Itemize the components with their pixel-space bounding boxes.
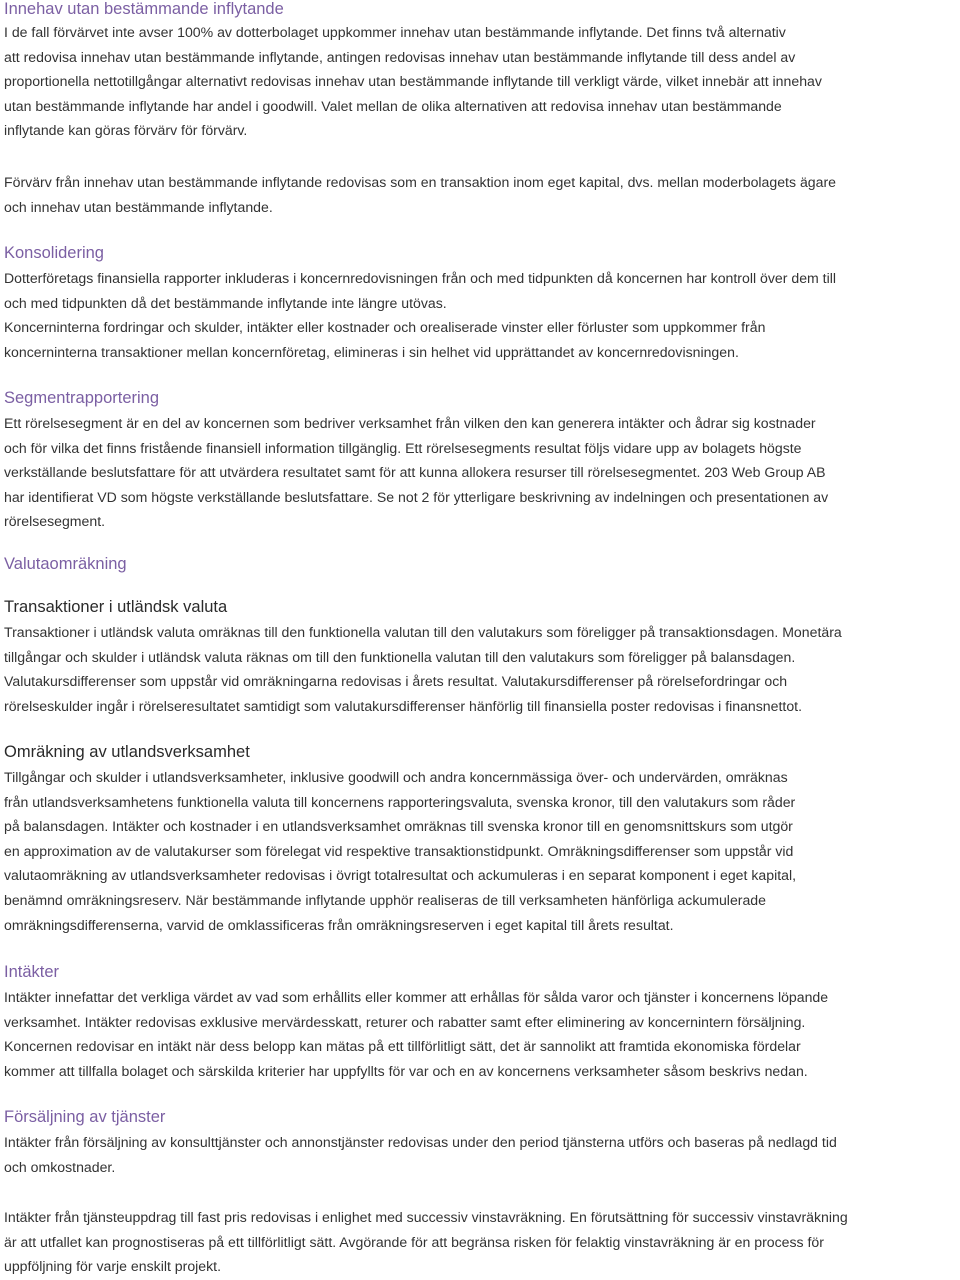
text-line: koncerninterna transaktioner mellan koncernföretag, elimineras i sin helhet vid upprättandet av koncernredovisningen. — [4, 343, 739, 360]
text-line: utan bestämmande inflytande har andel i goodwill. Valet mellan de olika alternativen att redovisa innehav utan bestämmande — [4, 97, 782, 114]
text-line: valutaomräkning av utlandsverksamheter redovisas i övrigt totalresultat och ackumuleras i en separat komponent i eget kapital, — [4, 867, 797, 884]
text-line: Intäkter innefattar det verkliga värdet av vad som erhållits eller kommer att erhållas för sålda varor och tjänster i koncernens löpande — [4, 989, 829, 1005]
text-line: Dotterföretags finansiella rapporter inkluderas i koncernredovisningen från och med tidpunkten då koncernen har kontroll över dem till — [4, 270, 836, 286]
text-line: från utlandsverksamhetens funktionella valuta till koncernens rapporteringsvaluta, svenska kronor, till den valutakurs som råder — [4, 793, 796, 810]
text-line: och med tidpunkten då det bestämmande inflytande inte längre utövas. — [4, 294, 447, 311]
text-line: proportionella nettotillgångar alternativt redovisas innehav utan bestämmande inflytande till verkligt värde, vilket innebär att innehav — [4, 73, 822, 90]
text-line: att redovisa innehav utan bestämmande inflytande, antingen redovisas innehav utan bestämmande inflytande till dess andel av — [4, 48, 796, 65]
paragraph-intakter-1 — [4, 985, 960, 1083]
heading-valutaomrakning: Valutaomräkning — [4, 555, 127, 573]
paragraph-konsolidering-1 — [4, 266, 960, 315]
text-line: Förvärv från innehav utan bestämmande inflytande redovisas som en transaktion inom eget kapital, dvs. mellan moderbolagets ägare — [4, 174, 836, 190]
text-line: Intäkter från försäljning av konsulttjänster och annonstjänster redovisas under den period tjänsterna utförs och baseras på nedlagd tid — [4, 1134, 837, 1150]
text-line: kommer att tillfalla bolaget och särskilda kriterier har uppfyllts för var och en av koncernens verksamheter såsom beskrivs nedan. — [4, 1062, 808, 1079]
text-line: Transaktioner i utländsk valuta omräknas till den funktionella valutan till den valutakurs som föreligger på transaktionsdagen. Monetära — [4, 624, 842, 640]
paragraph-segment-1 — [4, 411, 960, 534]
text-line: på balansdagen. Intäkter och kostnader i en utlandsverksamhet omräknas till svenska kronor till en genomsnittskurs som utgör — [4, 818, 793, 835]
subheading-transaktioner-utlandsk-valuta: Transaktioner i utländsk valuta — [4, 598, 228, 616]
text-line: verksamhet. Intäkter redovisas exklusive mervärdesskatt, returer och rabatter samt efter eliminering av koncernintern försäljning. — [4, 1013, 806, 1030]
text-line: Koncerninterna fordringar och skulder, intäkter eller kostnader och orealiserade vinster eller förluster som uppkommer från — [4, 319, 766, 335]
heading-innehav: Innehav utan bestämmande inflytande — [4, 0, 284, 18]
text-line: en approximation av de valutakurser som förelegat vid respektive transaktionstidpunkt. Omräkningsdifferenser som uppstår vid — [4, 842, 794, 859]
text-line: och omkostnader. — [4, 1158, 116, 1175]
text-line: har identifierat VD som högste verkställande beslutsfattare. Se not 2 för ytterligare beskrivning av indelningen och presentationen av — [4, 488, 829, 505]
text-line: tillgångar och skulder i utländsk valuta räknas om till den funktionella valutan till den valutakurs som föreligger på balansdagen. — [4, 648, 796, 665]
text-line: verkställande beslutsfattare för att utvärdera resultatet samt för att kunna allokera resurser till rörelsesegmentet. 203 Web Group AB — [4, 464, 826, 481]
text-line: Valutakursdifferenser som uppstår vid omräkningarna redovisas i årets resultat. Valutakursdifferenser på rörelsefordringar och — [4, 673, 788, 690]
text-line: och för vilka det finns fristående finansiell information tillgänglig. Ett rörelsesegments resultat följs vidare upp av bolagets högste — [4, 439, 802, 456]
heading-konsolidering: Konsolidering — [4, 244, 104, 262]
text-line: I de fall förvärvet inte avser 100% av dotterbolaget uppkommer innehav utan bestämmande inflytande. Det finns två alternativ — [4, 24, 786, 40]
text-line: Tillgångar och skulder i utlandsverksamheter, inklusive goodwill och andra koncernmässiga över- och undervärden, omräknas — [4, 769, 788, 785]
paragraph-konsolidering-2 — [4, 315, 960, 364]
text-line: uppföljning för varje enskilt projekt. — [4, 1258, 222, 1275]
text-line: Ett rörelsesegment är en del av koncernen som bedriver verksamhet från vilken den kan generera intäkter och ådrar sig kostnader — [4, 415, 816, 431]
paragraph-innehav-1 — [4, 20, 960, 143]
paragraph-valuta-1 — [4, 620, 960, 718]
text-line: benämnd omräkningsreserv. När bestämmande inflytande upphör realiseras de till verksamheten hänförliga ackumulerade — [4, 891, 766, 908]
text-line: rörelsesegment. — [4, 513, 106, 530]
paragraph-forsaljning-2 — [4, 1205, 960, 1279]
text-line: inflytande kan göras förvärv för förvärv. — [4, 122, 248, 139]
heading-segmentrapportering: Segmentrapportering — [4, 389, 160, 407]
paragraph-innehav-2 — [4, 170, 960, 219]
text-line: rörelseskulder ingår i rörelseresultatet samtidigt som valutakursdifferenser hänförlig till finansiella poster redovisas i finansnettot. — [4, 697, 802, 714]
text-line: och innehav utan bestämmande inflytande. — [4, 198, 273, 215]
text-line: omräkningsdifferenserna, varvid de omklassificeras från omräkningsreserven i eget kapital till årets resultat. — [4, 916, 674, 933]
paragraph-valuta-2 — [4, 765, 960, 937]
heading-forsaljning-av-tjanster: Försäljning av tjänster — [4, 1108, 166, 1126]
heading-intakter: Intäkter — [4, 963, 60, 981]
text-line: Koncernen redovisar en intäkt när dess belopp kan mätas på ett tillförlitligt sätt, det är sannolikt att framtida ekonomiska fördelar — [4, 1038, 801, 1055]
paragraph-forsaljning-1 — [4, 1130, 960, 1179]
text-line: Intäkter från tjänsteuppdrag till fast pris redovisas i enlighet med successiv vinstavräkning. En förutsättning för successiv vinstavräkning — [4, 1209, 848, 1225]
text-line: är att utfallet kan prognostiseras på ett tillförlitligt sätt. Avgörande för att begränsa risken för felaktig vinstavräkning är en process för — [4, 1233, 824, 1250]
subheading-omrakning-utlandsverksamhet: Omräkning av utlandsverksamhet — [4, 743, 250, 761]
